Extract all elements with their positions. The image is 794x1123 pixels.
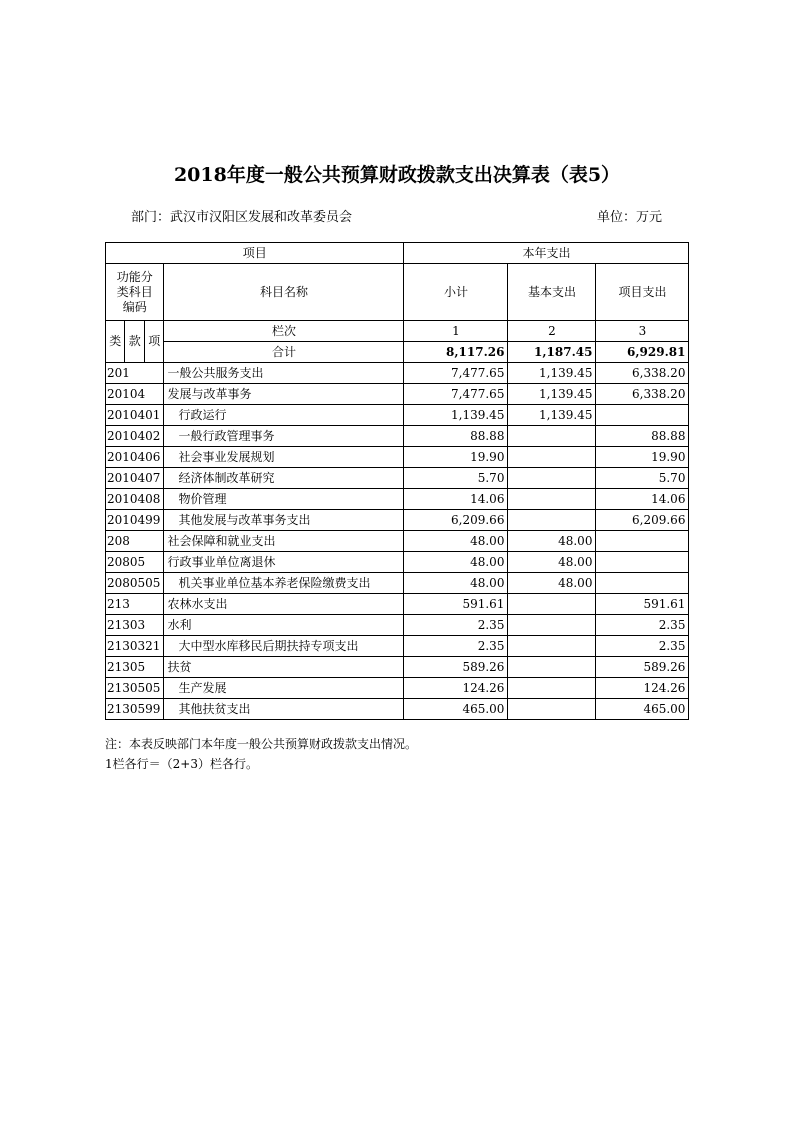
table-row xyxy=(106,510,689,531)
table-row xyxy=(106,468,689,489)
header-row-2 xyxy=(106,264,689,321)
table-row xyxy=(106,384,689,405)
row-name: 社会保障和就业支出 xyxy=(164,531,404,552)
table-row xyxy=(106,552,689,573)
row-subtotal: 48.00 xyxy=(404,531,508,552)
row-project xyxy=(596,573,689,594)
row-name: 其他发展与改革事务支出 xyxy=(164,510,404,531)
row-name: 发展与改革事务 xyxy=(164,384,404,405)
row-project: 88.88 xyxy=(596,426,689,447)
row-name: 行政事业单位离退休 xyxy=(164,552,404,573)
row-code: 2010402 xyxy=(106,426,164,447)
row-subtotal: 88.88 xyxy=(404,426,508,447)
row-code: 2130321 xyxy=(106,636,164,657)
row-name: 机关事业单位基本养老保险缴费支出 xyxy=(164,573,404,594)
row-project xyxy=(596,405,689,426)
row-subtotal: 7,477.65 xyxy=(404,363,508,384)
row-code: 20104 xyxy=(106,384,164,405)
row-name: 农林水支出 xyxy=(164,594,404,615)
header-col2: 2 xyxy=(508,321,596,342)
row-code: 2130599 xyxy=(106,699,164,720)
row-basic: 48.00 xyxy=(508,573,596,594)
row-code: 2080505 xyxy=(106,573,164,594)
row-subtotal: 5.70 xyxy=(404,468,508,489)
row-basic: 1,139.45 xyxy=(508,363,596,384)
header-function-code xyxy=(106,264,164,321)
total-row xyxy=(106,342,689,363)
row-basic xyxy=(508,657,596,678)
row-code: 201 xyxy=(106,363,164,384)
row-subtotal: 6,209.66 xyxy=(404,510,508,531)
row-basic xyxy=(508,594,596,615)
row-subtotal: 1,139.45 xyxy=(404,405,508,426)
row-project: 2.35 xyxy=(596,636,689,657)
row-basic xyxy=(508,636,596,657)
row-name: 行政运行 xyxy=(164,405,404,426)
row-name: 社会事业发展规划 xyxy=(164,447,404,468)
row-project: 124.26 xyxy=(596,678,689,699)
row-basic xyxy=(508,615,596,636)
row-basic xyxy=(508,447,596,468)
function-code-line2: 类科目 xyxy=(116,284,153,299)
row-code: 21303 xyxy=(106,615,164,636)
row-basic xyxy=(508,468,596,489)
table-row xyxy=(106,426,689,447)
row-code: 2010401 xyxy=(106,405,164,426)
row-code: 213 xyxy=(106,594,164,615)
header-basic-expense: 基本支出 xyxy=(508,264,596,321)
row-subtotal: 2.35 xyxy=(404,615,508,636)
row-project: 589.26 xyxy=(596,657,689,678)
row-name: 一般公共服务支出 xyxy=(164,363,404,384)
row-project: 14.06 xyxy=(596,489,689,510)
note-1: 注：本表反映部门本年度一般公共预算财政拨款支出情况。 xyxy=(105,737,418,751)
row-code: 21305 xyxy=(106,657,164,678)
row-subtotal: 7,477.65 xyxy=(404,384,508,405)
row-code: 2130505 xyxy=(106,678,164,699)
row-basic: 48.00 xyxy=(508,531,596,552)
total-label: 合计 xyxy=(164,342,404,363)
header-col1: 1 xyxy=(404,321,508,342)
row-subtotal: 48.00 xyxy=(404,573,508,594)
department-label: 部门：武汉市汉阳区发展和改革委员会 xyxy=(131,210,353,225)
total-basic: 1,187.45 xyxy=(508,342,596,363)
row-subtotal: 48.00 xyxy=(404,552,508,573)
row-basic xyxy=(508,426,596,447)
row-code: 2010407 xyxy=(106,468,164,489)
header-subject-name: 科目名称 xyxy=(164,264,404,321)
row-code: 208 xyxy=(106,531,164,552)
row-project: 6,338.20 xyxy=(596,384,689,405)
row-basic: 48.00 xyxy=(508,552,596,573)
function-code-line3: 编码 xyxy=(122,299,147,314)
row-subtotal: 2.35 xyxy=(404,636,508,657)
row-project: 591.61 xyxy=(596,594,689,615)
row-project: 6,338.20 xyxy=(596,363,689,384)
header-subtotal: 小计 xyxy=(404,264,508,321)
row-subtotal: 19.90 xyxy=(404,447,508,468)
header-col3: 3 xyxy=(596,321,689,342)
budget-table xyxy=(105,242,689,720)
row-project: 19.90 xyxy=(596,447,689,468)
row-name: 大中型水库移民后期扶持专项支出 xyxy=(164,636,404,657)
table-row xyxy=(106,363,689,384)
row-name: 经济体制改革研究 xyxy=(164,468,404,489)
header-project-expense: 项目支出 xyxy=(596,264,689,321)
table-row xyxy=(106,489,689,510)
header-row-3 xyxy=(106,321,689,342)
row-basic xyxy=(508,510,596,531)
row-subtotal: 591.61 xyxy=(404,594,508,615)
table-row xyxy=(106,615,689,636)
row-code: 2010408 xyxy=(106,489,164,510)
row-subtotal: 589.26 xyxy=(404,657,508,678)
row-project xyxy=(596,552,689,573)
row-name: 扶贫 xyxy=(164,657,404,678)
note-2: 1栏各行＝（2+3）栏各行。 xyxy=(105,757,258,771)
unit-label: 单位：万元 xyxy=(597,210,663,225)
row-basic: 1,139.45 xyxy=(508,405,596,426)
row-project: 465.00 xyxy=(596,699,689,720)
header-row-1 xyxy=(106,243,689,264)
header-xiang: 项 xyxy=(144,321,163,363)
row-basic xyxy=(508,489,596,510)
table-row xyxy=(106,636,689,657)
row-name: 水利 xyxy=(164,615,404,636)
row-subtotal: 14.06 xyxy=(404,489,508,510)
row-subtotal: 465.00 xyxy=(404,699,508,720)
header-kuan: 款 xyxy=(125,321,144,363)
row-basic xyxy=(508,699,596,720)
row-basic xyxy=(508,678,596,699)
table-row xyxy=(106,657,689,678)
table-row xyxy=(106,405,689,426)
row-project: 5.70 xyxy=(596,468,689,489)
row-subtotal: 124.26 xyxy=(404,678,508,699)
table-row xyxy=(106,573,689,594)
row-name: 其他扶贫支出 xyxy=(164,699,404,720)
function-code-line1: 功能分 xyxy=(116,269,153,284)
table-row xyxy=(106,447,689,468)
row-name: 物价管理 xyxy=(164,489,404,510)
row-code: 2010406 xyxy=(106,447,164,468)
total-subtotal: 8,117.26 xyxy=(404,342,508,363)
header-column-no: 栏次 xyxy=(164,321,404,342)
table-row xyxy=(106,594,689,615)
header-lei: 类 xyxy=(106,321,125,363)
row-basic: 1,139.45 xyxy=(508,384,596,405)
header-project: 项目 xyxy=(106,243,404,264)
table-row xyxy=(106,699,689,720)
row-name: 生产发展 xyxy=(164,678,404,699)
row-name: 一般行政管理事务 xyxy=(164,426,404,447)
row-code: 2010499 xyxy=(106,510,164,531)
header-current-year-expense: 本年支出 xyxy=(404,243,689,264)
total-project: 6,929.81 xyxy=(596,342,689,363)
row-project xyxy=(596,531,689,552)
table-row xyxy=(106,678,689,699)
row-project: 6,209.66 xyxy=(596,510,689,531)
row-project: 2.35 xyxy=(596,615,689,636)
table-row xyxy=(106,531,689,552)
row-code: 20805 xyxy=(106,552,164,573)
page-title: 2018年度一般公共预算财政拨款支出决算表（表5） xyxy=(173,164,621,186)
